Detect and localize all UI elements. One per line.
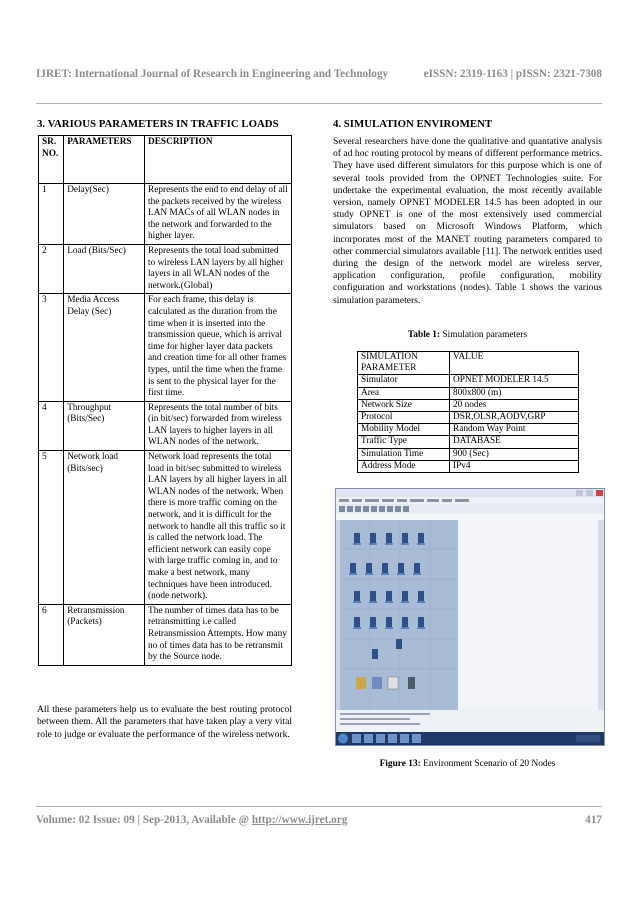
sim-value: OPNET MODELER 14.5 <box>450 375 579 387</box>
table-caption-label: Table 1: <box>407 330 441 340</box>
start-button-icon[interactable] <box>338 734 348 744</box>
sim-row <box>358 448 579 460</box>
row-parameter: Retransmission (Packets) <box>64 604 145 665</box>
toolbar-icons <box>339 506 409 512</box>
volume-text: Volume: 02 Issue: 09 | Sep-2013, Available @ <box>36 814 252 826</box>
sim-param: Simulation Time <box>358 448 450 460</box>
simulation-table <box>357 351 579 473</box>
journal-url-link[interactable]: http://www.ijret.org <box>251 814 348 826</box>
row-description: Represents the total load submitted to wireless LAN layers by all higher layers in all WLAN nodes of the network.(Global) <box>145 244 292 293</box>
section-3-paragraph: All these parameters help us to evaluate the best routing protocol between them. All the parameters that have taken play a very vital role to judge or evaluate the performance of the wireless network. <box>37 704 292 740</box>
row-no: 5 <box>39 451 64 605</box>
opnet-screenshot-figure <box>335 488 605 746</box>
header-description: DESCRIPTION <box>145 136 292 184</box>
table-row <box>39 294 292 401</box>
parameters-table <box>38 135 292 666</box>
sim-value: 20 nodes <box>450 399 579 411</box>
sim-value: 800x800 (m) <box>450 387 579 399</box>
table-caption <box>333 330 602 340</box>
row-description: Represents the total number of bits (in bit/sec) forwarded from wireless LAN layers to higher layers in all WLAN nodes of the network. <box>145 401 292 450</box>
sim-param: Simulator <box>358 375 450 387</box>
opnet-scenario-image <box>336 489 604 745</box>
row-parameter: Throughput (Bits/Sec) <box>64 401 145 450</box>
sim-row <box>358 412 579 424</box>
window-title-bar <box>336 489 604 497</box>
sim-header-param: SIMULATION PARAMETER <box>358 352 450 375</box>
row-parameter: Delay(Sec) <box>64 184 145 245</box>
sim-header-row <box>358 352 579 375</box>
sim-param: Mobility Model <box>358 424 450 436</box>
menu-items <box>339 499 469 502</box>
section-4-paragraph: Several researchers have done the qualitative and quantative analysis of ad hoc routing protocol by means of different performance metrics. They have used different simulators for this purpose which is one of several tools provided from the OPNET Technologies suite. For undertake the experimental evaluation, the most recently available version, namely OPNET MODELER 14.5 has been adopted in our study OPNET is one of the most extensively used commercial simulators based on Microsoft Windows Platform, which incorporates most of the MANET routing parameters compared to other commercial simulators available [11]. The network entities used during the design of the network model are wireless server, application configuration, profile configuration, mobility configuration and workstations (nodes). Table 1 shows the various simulation parameters. <box>333 136 602 306</box>
header-sr-no: SR. NO. <box>39 136 64 184</box>
footer-divider <box>36 806 602 807</box>
page-header <box>36 68 602 80</box>
page-number: 417 <box>585 814 602 826</box>
table-row <box>39 401 292 450</box>
sim-value: 900 (Sec) <box>450 448 579 460</box>
row-parameter: Load (Bits/Sec) <box>64 244 145 293</box>
sim-row <box>358 436 579 448</box>
sim-param: Address Mode <box>358 460 450 472</box>
row-description: Represents the end to end delay of all the packets received by the wireless LAN MACs of all WLAN nodes in the network and forwarded to the higher layer. <box>145 184 292 245</box>
system-tray-clock <box>576 735 600 742</box>
row-parameter: Network load (Bits/sec) <box>64 451 145 605</box>
ruler <box>336 514 604 520</box>
sim-row <box>358 375 579 387</box>
sim-param: Protocol <box>358 412 450 424</box>
maximize-icon <box>586 490 593 496</box>
section-3-title: 3. VARIOUS PARAMETERS IN TRAFFIC LOADS <box>37 118 279 130</box>
row-no: 1 <box>39 184 64 245</box>
table-caption-text: Simulation parameters <box>440 330 528 340</box>
sim-value: DATABASE <box>450 436 579 448</box>
sim-row <box>358 399 579 411</box>
row-parameter: Media Access Delay (Sec) <box>64 294 145 401</box>
row-description: Network load represents the total load in bit/sec submitted to wireless LAN layers by all higher layers in all WLAN nodes of the network. When there is more traffic coming on the network, and it is difficult for the network to handle all this traffic so it is called the network load. The efficient network can easily cope with large traffic coming in, and to make a best network, many techniques have been introduced.(node network). <box>145 451 292 605</box>
sim-param: Area <box>358 387 450 399</box>
journal-name: IJRET: International Journal of Research in Engineering and Technology <box>36 68 389 80</box>
sim-header-value: VALUE <box>450 352 579 375</box>
header-divider <box>36 103 602 104</box>
header-parameters: PARAMETERS <box>64 136 145 184</box>
issn: eISSN: 2319-1163 | pISSN: 2321-7308 <box>423 68 602 80</box>
row-no: 4 <box>39 401 64 450</box>
table-header-row <box>39 136 292 184</box>
table-row <box>39 451 292 605</box>
row-description: For each frame, this delay is calculated as the duration from the time when it is inserted into the transmission queue, which is arrival time for higher layer data packets and creation time for all other frames types, until the time when the frame is sent to the physical layer for the first time. <box>145 294 292 401</box>
row-no: 6 <box>39 604 64 665</box>
figure-caption-label: Figure 13: <box>379 759 421 769</box>
row-no: 2 <box>39 244 64 293</box>
sim-param: Network Size <box>358 399 450 411</box>
page-footer <box>36 814 602 826</box>
figure-caption <box>333 759 602 769</box>
row-no: 3 <box>39 294 64 401</box>
sim-param: Traffic Type <box>358 436 450 448</box>
table-row <box>39 184 292 245</box>
row-description: The number of times data has to be retransmitting i.e called Retransmission Attempts. How many no of times data has to be retransmit by the Source node. <box>145 604 292 665</box>
sim-value: IPv4 <box>450 460 579 472</box>
close-icon <box>596 490 603 496</box>
sim-value: DSR,OLSR,AODV,GRP <box>450 412 579 424</box>
sim-row <box>358 387 579 399</box>
table-row <box>39 244 292 293</box>
figure-caption-text: Environment Scenario of 20 Nodes <box>420 759 556 769</box>
sim-value: Random Way Point <box>450 424 579 436</box>
table-row <box>39 604 292 665</box>
sim-row <box>358 424 579 436</box>
footer-volume <box>36 814 347 826</box>
blank-pane <box>458 520 604 710</box>
section-4-title: 4. SIMULATION ENVIROMENT <box>333 118 493 130</box>
minimize-icon <box>576 490 583 496</box>
scrollbar[interactable] <box>598 520 604 710</box>
sim-row <box>358 460 579 472</box>
